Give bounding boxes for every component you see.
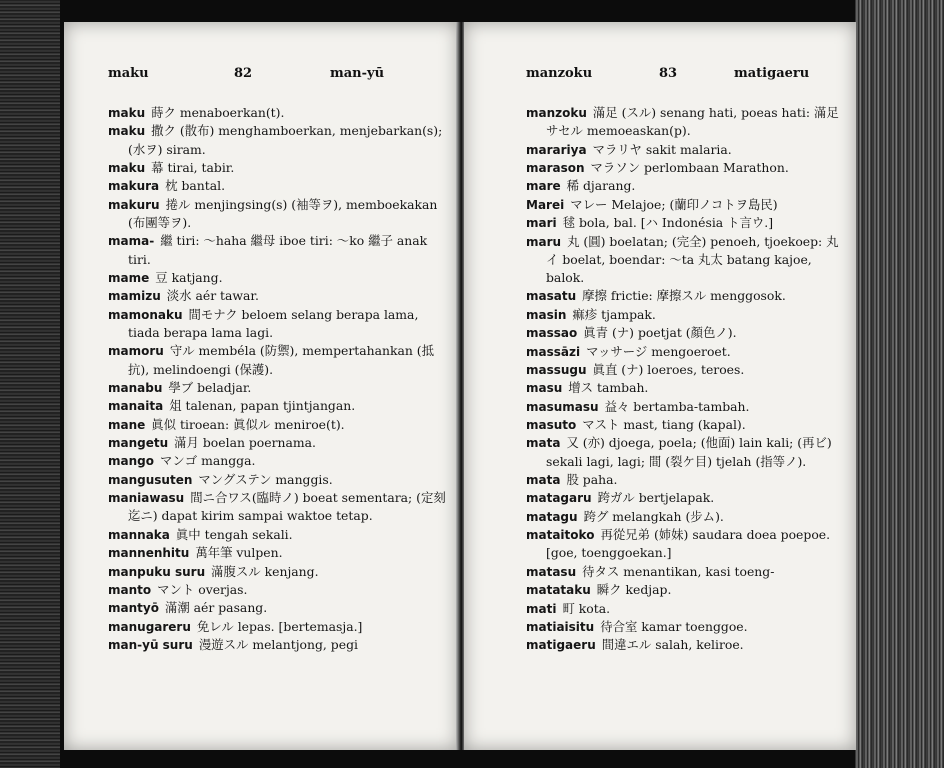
dictionary-entry bbox=[526, 104, 846, 140]
entry-headword: masatu bbox=[526, 289, 577, 304]
entry-headword: massao bbox=[526, 326, 578, 341]
header-last-word: matigaeru bbox=[734, 66, 810, 81]
dictionary-entry bbox=[108, 232, 448, 268]
dictionary-entry bbox=[526, 324, 846, 342]
entry-headword: manto bbox=[108, 583, 152, 598]
entry-definition: 枕 bantal. bbox=[165, 178, 226, 194]
entry-headword: mata bbox=[526, 436, 561, 451]
dictionary-entry bbox=[108, 379, 448, 397]
entry-headword: maku bbox=[108, 160, 146, 175]
entry-headword: Marei bbox=[526, 197, 565, 212]
right-page bbox=[464, 22, 856, 750]
entry-headword: matiaisitu bbox=[526, 620, 595, 634]
dictionary-entry bbox=[108, 416, 448, 434]
entry-headword: masu bbox=[526, 381, 563, 396]
entry-definition: 跨グ melangkah (步ム). bbox=[583, 508, 724, 524]
entry-definition: マスト mast, tiang (kapal). bbox=[582, 417, 746, 433]
entry-definition: 毬 bola, bal. [ハ Indonésia ト言ウ.] bbox=[562, 215, 774, 231]
dictionary-entry bbox=[108, 618, 448, 636]
entry-definition: 眞直 (ナ) loeroes, teroes. bbox=[592, 361, 745, 377]
entry-definition: マングステン manggis. bbox=[198, 471, 333, 487]
entry-definition: 滿腹スル kenjang. bbox=[211, 563, 319, 579]
entry-definition: 豆 katjang. bbox=[155, 269, 223, 285]
entry-definition: 待タス menantikan, kasi toeng- bbox=[582, 563, 775, 579]
entry-headword: makuru bbox=[108, 197, 160, 212]
entry-headword: mame bbox=[108, 270, 150, 285]
entry-definition: 町 kota. bbox=[562, 600, 611, 616]
dictionary-entry bbox=[526, 416, 846, 434]
dictionary-entry bbox=[108, 563, 448, 581]
entry-headword: mangetu bbox=[108, 436, 169, 451]
dictionary-entry bbox=[526, 214, 846, 232]
entry-definition: マレー Melajoe; (蘭印ノコトヲ島民) bbox=[570, 196, 778, 212]
entry-definition: 蒔ク menaboerkan(t). bbox=[151, 105, 285, 120]
dictionary-entry bbox=[108, 104, 448, 122]
entry-definition: マンゴ mangga. bbox=[159, 453, 256, 469]
dictionary-entry bbox=[526, 636, 846, 654]
dictionary-entry bbox=[526, 434, 846, 470]
entry-definition: 漫遊スル melantjong, pegi bbox=[198, 637, 358, 653]
entry-headword: mare bbox=[526, 179, 561, 194]
entry-headword: mangusuten bbox=[108, 472, 193, 487]
dictionary-entry bbox=[108, 342, 448, 378]
dictionary-entry bbox=[108, 489, 448, 525]
header-first-word: maku bbox=[108, 66, 149, 81]
entry-headword: mamoru bbox=[108, 344, 164, 359]
entry-definition: 間モナク beloem selang berapa lama, tiada berapa lama lagi. bbox=[128, 306, 419, 340]
dictionary-entry bbox=[108, 581, 448, 599]
entry-headword: mamizu bbox=[108, 289, 161, 304]
entry-definition: 免レル lepas. [bertemasja.] bbox=[196, 618, 363, 634]
entry-definition: マッサージ mengoeroet. bbox=[586, 343, 731, 359]
entry-headword: maniawasu bbox=[108, 491, 185, 506]
entry-headword: manaita bbox=[108, 399, 164, 414]
entry-definition: 股 paha. bbox=[566, 472, 618, 488]
entry-definition: 萬年筆 vulpen. bbox=[195, 545, 283, 561]
entry-definition: マラソン perlombaan Marathon. bbox=[590, 159, 789, 175]
dictionary-entry bbox=[526, 233, 846, 288]
entry-definition: 眞中 tengah sekali. bbox=[175, 526, 293, 542]
entry-definition: 瞬ク kedjap. bbox=[596, 582, 672, 598]
entry-headword: matagu bbox=[526, 509, 578, 524]
entry-headword: maku bbox=[108, 124, 146, 139]
entry-definition: マラリヤ sakit malaria. bbox=[592, 141, 732, 157]
entry-headword: matasu bbox=[526, 564, 577, 579]
entry-headword: marason bbox=[526, 160, 585, 175]
entry-definition: 滿月 boelan poernama. bbox=[174, 435, 316, 451]
entry-list-left bbox=[108, 104, 448, 655]
dictionary-entry bbox=[108, 287, 448, 305]
dictionary-entry bbox=[108, 306, 448, 342]
header-last-word: man-yū bbox=[330, 66, 385, 81]
entry-definition: 益々 bertamba-tambah. bbox=[604, 398, 750, 414]
dictionary-entry bbox=[108, 526, 448, 544]
entry-definition: 繼 tiri: ～haha 繼母 iboe tiri: ～ko 繼子 anak tiri. bbox=[128, 233, 428, 267]
entry-definition: 間ニ合ワス(臨時ノ) boeat sementara; (定刻迄ニ) dapat kirim sampai waktoe tetap. bbox=[128, 490, 446, 524]
entry-definition: 摩擦 frictie: 摩擦スル menggosok. bbox=[582, 288, 786, 304]
dictionary-entry bbox=[108, 636, 448, 654]
page-header-right bbox=[464, 66, 856, 88]
entry-headword: mantyō bbox=[108, 601, 159, 616]
dictionary-entry bbox=[108, 434, 448, 452]
dictionary-entry bbox=[526, 343, 846, 361]
book-edge-left bbox=[0, 0, 60, 768]
entry-headword: maku bbox=[108, 106, 146, 120]
dictionary-entry bbox=[526, 361, 846, 379]
entry-headword: matigaeru bbox=[526, 638, 596, 653]
book-edge-right bbox=[855, 0, 944, 768]
dictionary-entry bbox=[526, 471, 846, 489]
entry-definition: 跨ガル bertjelapak. bbox=[597, 490, 715, 506]
dictionary-entry bbox=[526, 379, 846, 397]
dictionary-entry bbox=[526, 287, 846, 305]
entry-definition: 學ブ beladjar. bbox=[168, 379, 252, 395]
dictionary-entry bbox=[108, 452, 448, 470]
entry-definition: 滿足 (スル) senang hati, poeas hati: 滿足サセル memoeaskan(p). bbox=[546, 105, 839, 139]
dictionary-entry bbox=[526, 398, 846, 416]
entry-headword: massāzi bbox=[526, 344, 581, 359]
page-number: 83 bbox=[659, 66, 678, 81]
entry-list-right bbox=[526, 104, 846, 655]
header-first-word: manzoku bbox=[526, 66, 593, 81]
entry-headword: mannaka bbox=[108, 527, 170, 542]
dictionary-entry bbox=[108, 196, 448, 232]
entry-headword: mane bbox=[108, 417, 146, 432]
entry-headword: mama- bbox=[108, 234, 155, 249]
entry-headword: manabu bbox=[108, 380, 163, 395]
dictionary-entry bbox=[526, 141, 846, 159]
dictionary-entry bbox=[108, 471, 448, 489]
entry-definition: 淡水 aér tawar. bbox=[166, 288, 259, 304]
entry-definition: 又 (亦) djoega, poela; (他面) lain kali; (再ビ) sekali lagi, lagi; 間 (裂ケ目) tjelah (指等ノ). bbox=[546, 435, 832, 469]
dictionary-entry bbox=[108, 599, 448, 617]
dictionary-entry bbox=[108, 122, 448, 158]
entry-headword: manugareru bbox=[108, 619, 191, 634]
entry-definition: 眞青 (ナ) poetjat (顏色ノ). bbox=[583, 325, 737, 341]
entry-definition: 幕 tirai, tabir. bbox=[151, 159, 235, 175]
entry-definition: 增ス tambah. bbox=[568, 380, 649, 396]
entry-headword: marariya bbox=[526, 142, 587, 157]
dictionary-entry bbox=[108, 159, 448, 177]
dictionary-entry bbox=[108, 269, 448, 287]
left-page bbox=[64, 22, 458, 750]
entry-definition: 守ル membéla (防禦), mempertahankan (抵抗), melindoengi (保護). bbox=[128, 343, 435, 377]
page-number: 82 bbox=[234, 66, 253, 81]
dictionary-entry bbox=[526, 563, 846, 581]
dictionary-entry bbox=[526, 177, 846, 195]
dictionary-entry bbox=[526, 489, 846, 507]
entry-definition: 滿潮 aér pasang. bbox=[164, 600, 268, 616]
dictionary-entry bbox=[108, 177, 448, 195]
dictionary-entry bbox=[108, 397, 448, 415]
entry-headword: makura bbox=[108, 179, 160, 194]
dictionary-entry bbox=[526, 508, 846, 526]
entry-definition: 俎 talenan, papan tjintjangan. bbox=[169, 398, 356, 414]
dictionary-entry bbox=[526, 618, 846, 636]
dictionary-entry bbox=[526, 600, 846, 618]
entry-headword: man-yū suru bbox=[108, 638, 193, 653]
entry-headword: maru bbox=[526, 234, 562, 249]
entry-headword: matataku bbox=[526, 583, 591, 598]
entry-definition: 撒ク (散布) menghamboerkan, menjebarkan(s); (水ヲ) siram. bbox=[128, 123, 443, 157]
dictionary-entry bbox=[526, 581, 846, 599]
entry-headword: mati bbox=[526, 601, 557, 616]
entry-headword: manpuku suru bbox=[108, 564, 206, 579]
dictionary-entry bbox=[526, 159, 846, 177]
dictionary-entry bbox=[526, 526, 846, 562]
entry-headword: mata bbox=[526, 473, 561, 488]
entry-definition: 待合室 kamar toenggoe. bbox=[600, 619, 748, 634]
entry-definition: 痲疹 tjampak. bbox=[572, 306, 656, 322]
entry-definition: 間違エル salah, keliroe. bbox=[601, 637, 744, 653]
dictionary-entry bbox=[526, 196, 846, 214]
entry-headword: mamonaku bbox=[108, 307, 183, 322]
entry-headword: masumasu bbox=[526, 399, 599, 414]
entry-headword: matagaru bbox=[526, 491, 592, 506]
entry-definition: 再從兄弟 (姉妹) saudara doea poepoe. [goe, toenggoekan.] bbox=[546, 527, 831, 561]
entry-headword: masuto bbox=[526, 418, 577, 433]
entry-definition: 眞似 tiroean: 眞似ル meniroe(t). bbox=[151, 416, 345, 432]
dictionary-entry bbox=[108, 544, 448, 562]
entry-headword: mataitoko bbox=[526, 528, 595, 543]
entry-headword: mari bbox=[526, 216, 557, 231]
entry-headword: mango bbox=[108, 454, 154, 469]
entry-headword: mannenhitu bbox=[108, 546, 190, 561]
entry-headword: massugu bbox=[526, 362, 587, 377]
entry-headword: masin bbox=[526, 307, 567, 322]
dictionary-entry bbox=[526, 306, 846, 324]
entry-definition: 稀 djarang. bbox=[566, 178, 636, 194]
entry-definition: マント overjas. bbox=[157, 582, 248, 598]
page-header-left bbox=[64, 66, 458, 88]
entry-definition: 丸 (圓) boelatan; (完全) penoeh, tjoekoep: 丸イ boelat, boendar: ～ta 丸太 batang kajoe, balok. bbox=[546, 233, 839, 285]
entry-headword: manzoku bbox=[526, 106, 587, 120]
entry-definition: 捲ル menjingsing(s) (袖等ヲ), memboekakan (布團等ヲ). bbox=[128, 196, 438, 230]
